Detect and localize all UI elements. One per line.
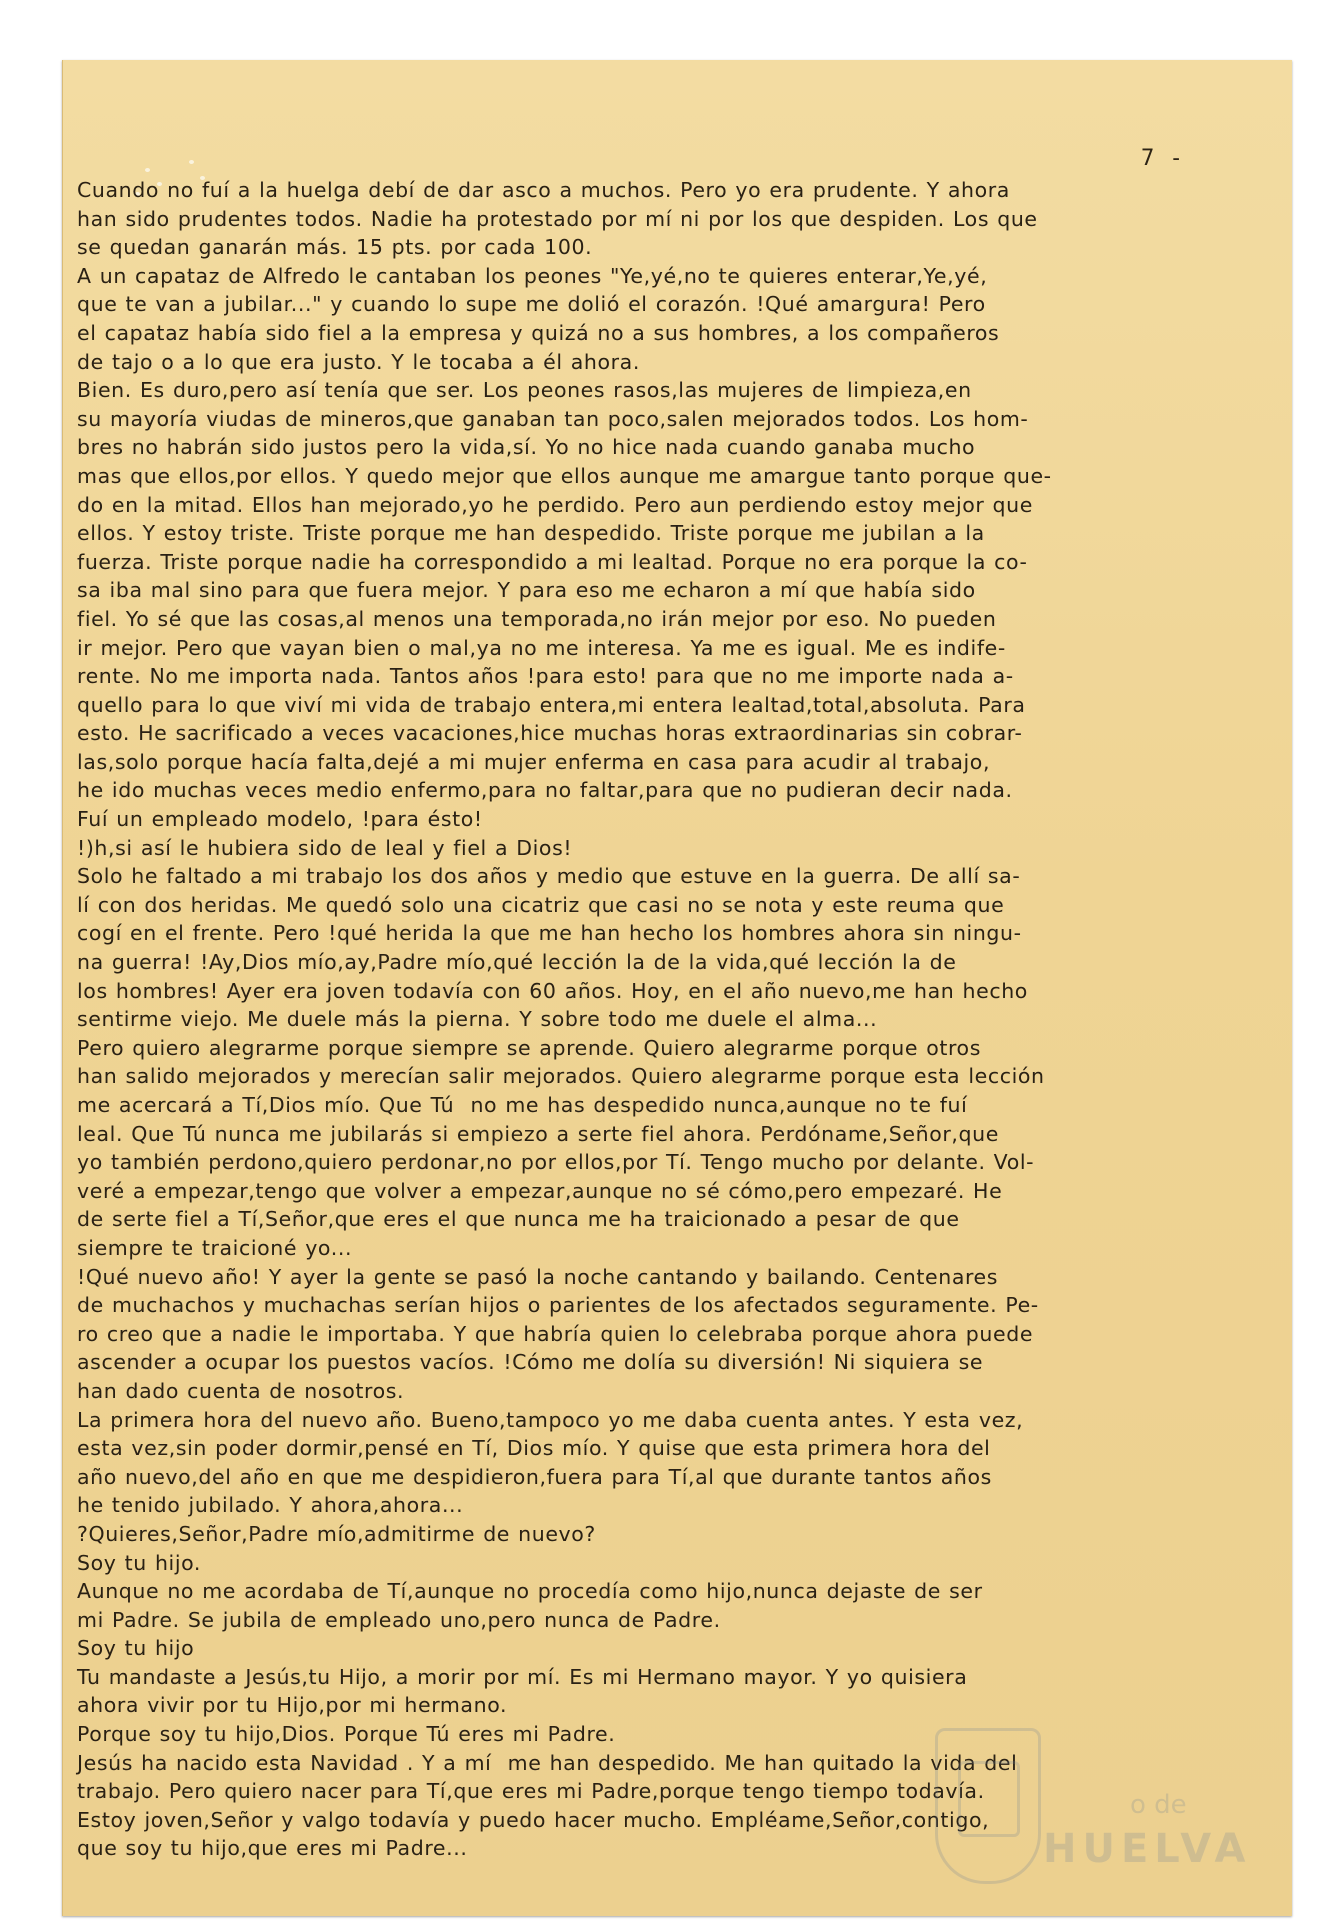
text-line: sa iba mal sino para que fuera mejor. Y para eso me echaron a mí que había sido bbox=[77, 578, 976, 603]
watermark-text: HUELVA bbox=[1043, 1826, 1252, 1872]
text-line: han salido mejorados y merecían salir mejorados. Quiero alegrarme porque esta lección bbox=[77, 1064, 1045, 1089]
watermark-small-text: o de bbox=[1130, 1790, 1187, 1820]
text-line: su mayoría viudas de mineros,que ganaban tan poco,salen mejorados todos. Los hom- bbox=[77, 406, 1029, 431]
text-line: A un capataz de Alfredo le cantaban los peones "Ye,yé,no te quieres enterar,Ye,yé, bbox=[77, 263, 988, 288]
text-line: he ido muchas veces medio enfermo,para no faltar,para que no pudieran decir nada. bbox=[77, 778, 1013, 803]
text-line: ahora vivir por tu Hijo,por mi hermano. bbox=[77, 1693, 508, 1718]
page-number: 7 - bbox=[1141, 146, 1184, 171]
text-line: Porque soy tu hijo,Dios. Porque Tú eres mi Padre. bbox=[77, 1722, 616, 1747]
text-line: sentirme viejo. Me duele más la pierna. Y sobre todo me duele el alma... bbox=[77, 1007, 878, 1032]
text-line: ellos. Y estoy triste. Triste porque me han despedido. Triste porque me jubilan a la bbox=[77, 521, 985, 546]
text-line: mas que ellos,por ellos. Y quedo mejor que ellos aunque me amargue tanto porque que- bbox=[77, 463, 1052, 488]
text-line: los hombres! Ayer era joven todavía con 60 años. Hoy, en el año nuevo,me han hecho bbox=[77, 978, 1028, 1003]
text-line: Cuando no fuí a la huelga debí de dar asco a muchos. Pero yo era prudente. Y ahora bbox=[77, 178, 1010, 202]
text-line: siempre te traicioné yo... bbox=[77, 1235, 353, 1260]
text-line: de muchachos y muchachas serían hijos o parientes de los afectados seguramente. Pe- bbox=[77, 1293, 1039, 1318]
text-line: Estoy joven,Señor y valgo todavía y puedo hacer mucho. Empléame,Señor,contigo, bbox=[77, 1807, 990, 1832]
text-line: que te van a jubilar..." y cuando lo supe me dolió el corazón. !Qué amargura! Pero bbox=[77, 292, 986, 317]
text-line: Solo he faltado a mi trabajo los dos años y medio que estuve en la guerra. De allí sa- bbox=[77, 864, 1021, 889]
text-line: esta vez,sin poder dormir,pensé en Tí, Dios mío. Y quise que esta primera hora del bbox=[77, 1436, 991, 1461]
text-line: ro creo que a nadie le importaba. Y que habría quien lo celebraba porque ahora puede bbox=[77, 1321, 1034, 1346]
coat-of-arms-icon bbox=[935, 1728, 1041, 1884]
text-line: han sido prudentes todos. Nadie ha protestado por mí ni por los que despiden. Los que bbox=[77, 206, 1038, 231]
text-line: esto. He sacrificado a veces vacaciones,hice muchas horas extraordinarias sin cobrar- bbox=[77, 721, 1023, 746]
text-line: año nuevo,del año en que me despidieron,fuera para Tí,al que durante tantos años bbox=[77, 1464, 992, 1489]
text-line: lí con dos heridas. Me quedó solo una cicatriz que casi no se nota y este reuma que bbox=[77, 892, 1005, 917]
text-line: Soy tu hijo bbox=[77, 1636, 195, 1661]
text-line: ascender a ocupar los puestos vacíos. !Cómo me dolía su diversión! Ni siquiera se bbox=[77, 1350, 984, 1375]
text-line: he tenido jubilado. Y ahora,ahora... bbox=[77, 1493, 464, 1518]
text-line: ir mejor. Pero que vayan bien o mal,ya no me interesa. Ya me es igual. Me es indife- bbox=[77, 635, 1006, 660]
text-line: el capataz había sido fiel a la empresa y quizá no a sus hombres, a los compañeros bbox=[77, 320, 1000, 345]
text-line: Soy tu hijo. bbox=[77, 1550, 202, 1575]
text-line: na guerra! !Ay,Dios mío,ay,Padre mío,qué lección la de la vida,qué lección la de bbox=[77, 950, 957, 975]
text-line: me acercará a Tí,Dios mío. Que Tú no me has despedido nunca,aunque no te fuí bbox=[77, 1093, 968, 1117]
text-line: !)h,si así le hubiera sido de leal y fiel a Dios! bbox=[77, 835, 573, 860]
text-line: Aunque no me acordaba de Tí,aunque no procedía como hijo,nunca dejaste de ser bbox=[77, 1579, 983, 1604]
text-line: Pero quiero alegrarme porque siempre se aprende. Quiero alegrarme porque otros bbox=[77, 1035, 981, 1060]
text-line: Fuí un empleado modelo, !para ésto! bbox=[77, 807, 483, 832]
text-line: trabajo. Pero quiero nacer para Tí,que eres mi Padre,porque tengo tiempo todavía. bbox=[77, 1779, 985, 1804]
text-line: cogí en el frente. Pero !qué herida la que me han hecho los hombres ahora sin ningu- bbox=[77, 921, 1022, 946]
text-line: ?Quieres,Señor,Padre mío,admitirme de nuevo? bbox=[77, 1521, 596, 1546]
text-line: bres no habrán sido justos pero la vida,sí. Yo no hice nada cuando ganaba mucho bbox=[77, 435, 976, 460]
text-line: yo también perdono,quiero perdonar,no por ellos,por Tí. Tengo mucho por delante. Vol- bbox=[77, 1150, 1035, 1175]
text-line: rente. No me importa nada. Tantos años !para esto! para que no me importe nada a- bbox=[77, 664, 1014, 689]
text-line: mi Padre. Se jubila de empleado uno,pero nunca de Padre. bbox=[77, 1607, 721, 1632]
text-line: han dado cuenta de nosotros. bbox=[77, 1378, 405, 1403]
text-line: leal. Que Tú nunca me jubilarás si empiezo a serte fiel ahora. Perdóname,Señor,que bbox=[77, 1121, 999, 1146]
text-line: fiel. Yo sé que las cosas,al menos una temporada,no irán mejor por eso. No pueden bbox=[77, 606, 997, 631]
text-line: de tajo o a lo que era justo. Y le tocaba a él ahora. bbox=[77, 349, 640, 374]
text-line: do en la mitad. Ellos han mejorado,yo he perdido. Pero aun perdiendo estoy mejor que bbox=[77, 492, 1033, 517]
document-body bbox=[77, 176, 1257, 1863]
text-line: Bien. Es duro,pero así tenía que ser. Los peones rasos,las mujeres de limpieza,en bbox=[77, 378, 972, 403]
text-line: de serte fiel a Tí,Señor,que eres el que nunca me ha traicionado a pesar de que bbox=[77, 1207, 960, 1232]
text-line: que soy tu hijo,que eres mi Padre... bbox=[77, 1836, 468, 1861]
archive-watermark bbox=[935, 1728, 1265, 1878]
text-line: La primera hora del nuevo año. Bueno,tampoco yo me daba cuenta antes. Y esta vez, bbox=[77, 1407, 1024, 1432]
text-line: !Qué nuevo año! Y ayer la gente se pasó la noche cantando y bailando. Centenares bbox=[77, 1264, 999, 1289]
text-line: veré a empezar,tengo que volver a empezar,aunque no sé cómo,pero empezaré. He bbox=[77, 1178, 1003, 1203]
text-line: fuerza. Triste porque nadie ha correspondido a mi lealtad. Porque no era porque la co- bbox=[77, 549, 1028, 574]
text-line: quello para lo que viví mi vida de trabajo entera,mi entera lealtad,total,absoluta. Para bbox=[77, 692, 1026, 717]
text-line: se quedan ganarán más. 15 pts. por cada 100. bbox=[77, 235, 593, 260]
text-line: Jesús ha nacido esta Navidad . Y a mí me han despedido. Me han quitado la vida del bbox=[77, 1750, 1018, 1775]
text-line: Tu mandaste a Jesús,tu Hijo, a morir por mí. Es mi Hermano mayor. Y yo quisiera bbox=[77, 1664, 968, 1689]
text-line: las,solo porque hacía falta,dejé a mi mujer enferma en casa para acudir al trabajo, bbox=[77, 749, 991, 774]
